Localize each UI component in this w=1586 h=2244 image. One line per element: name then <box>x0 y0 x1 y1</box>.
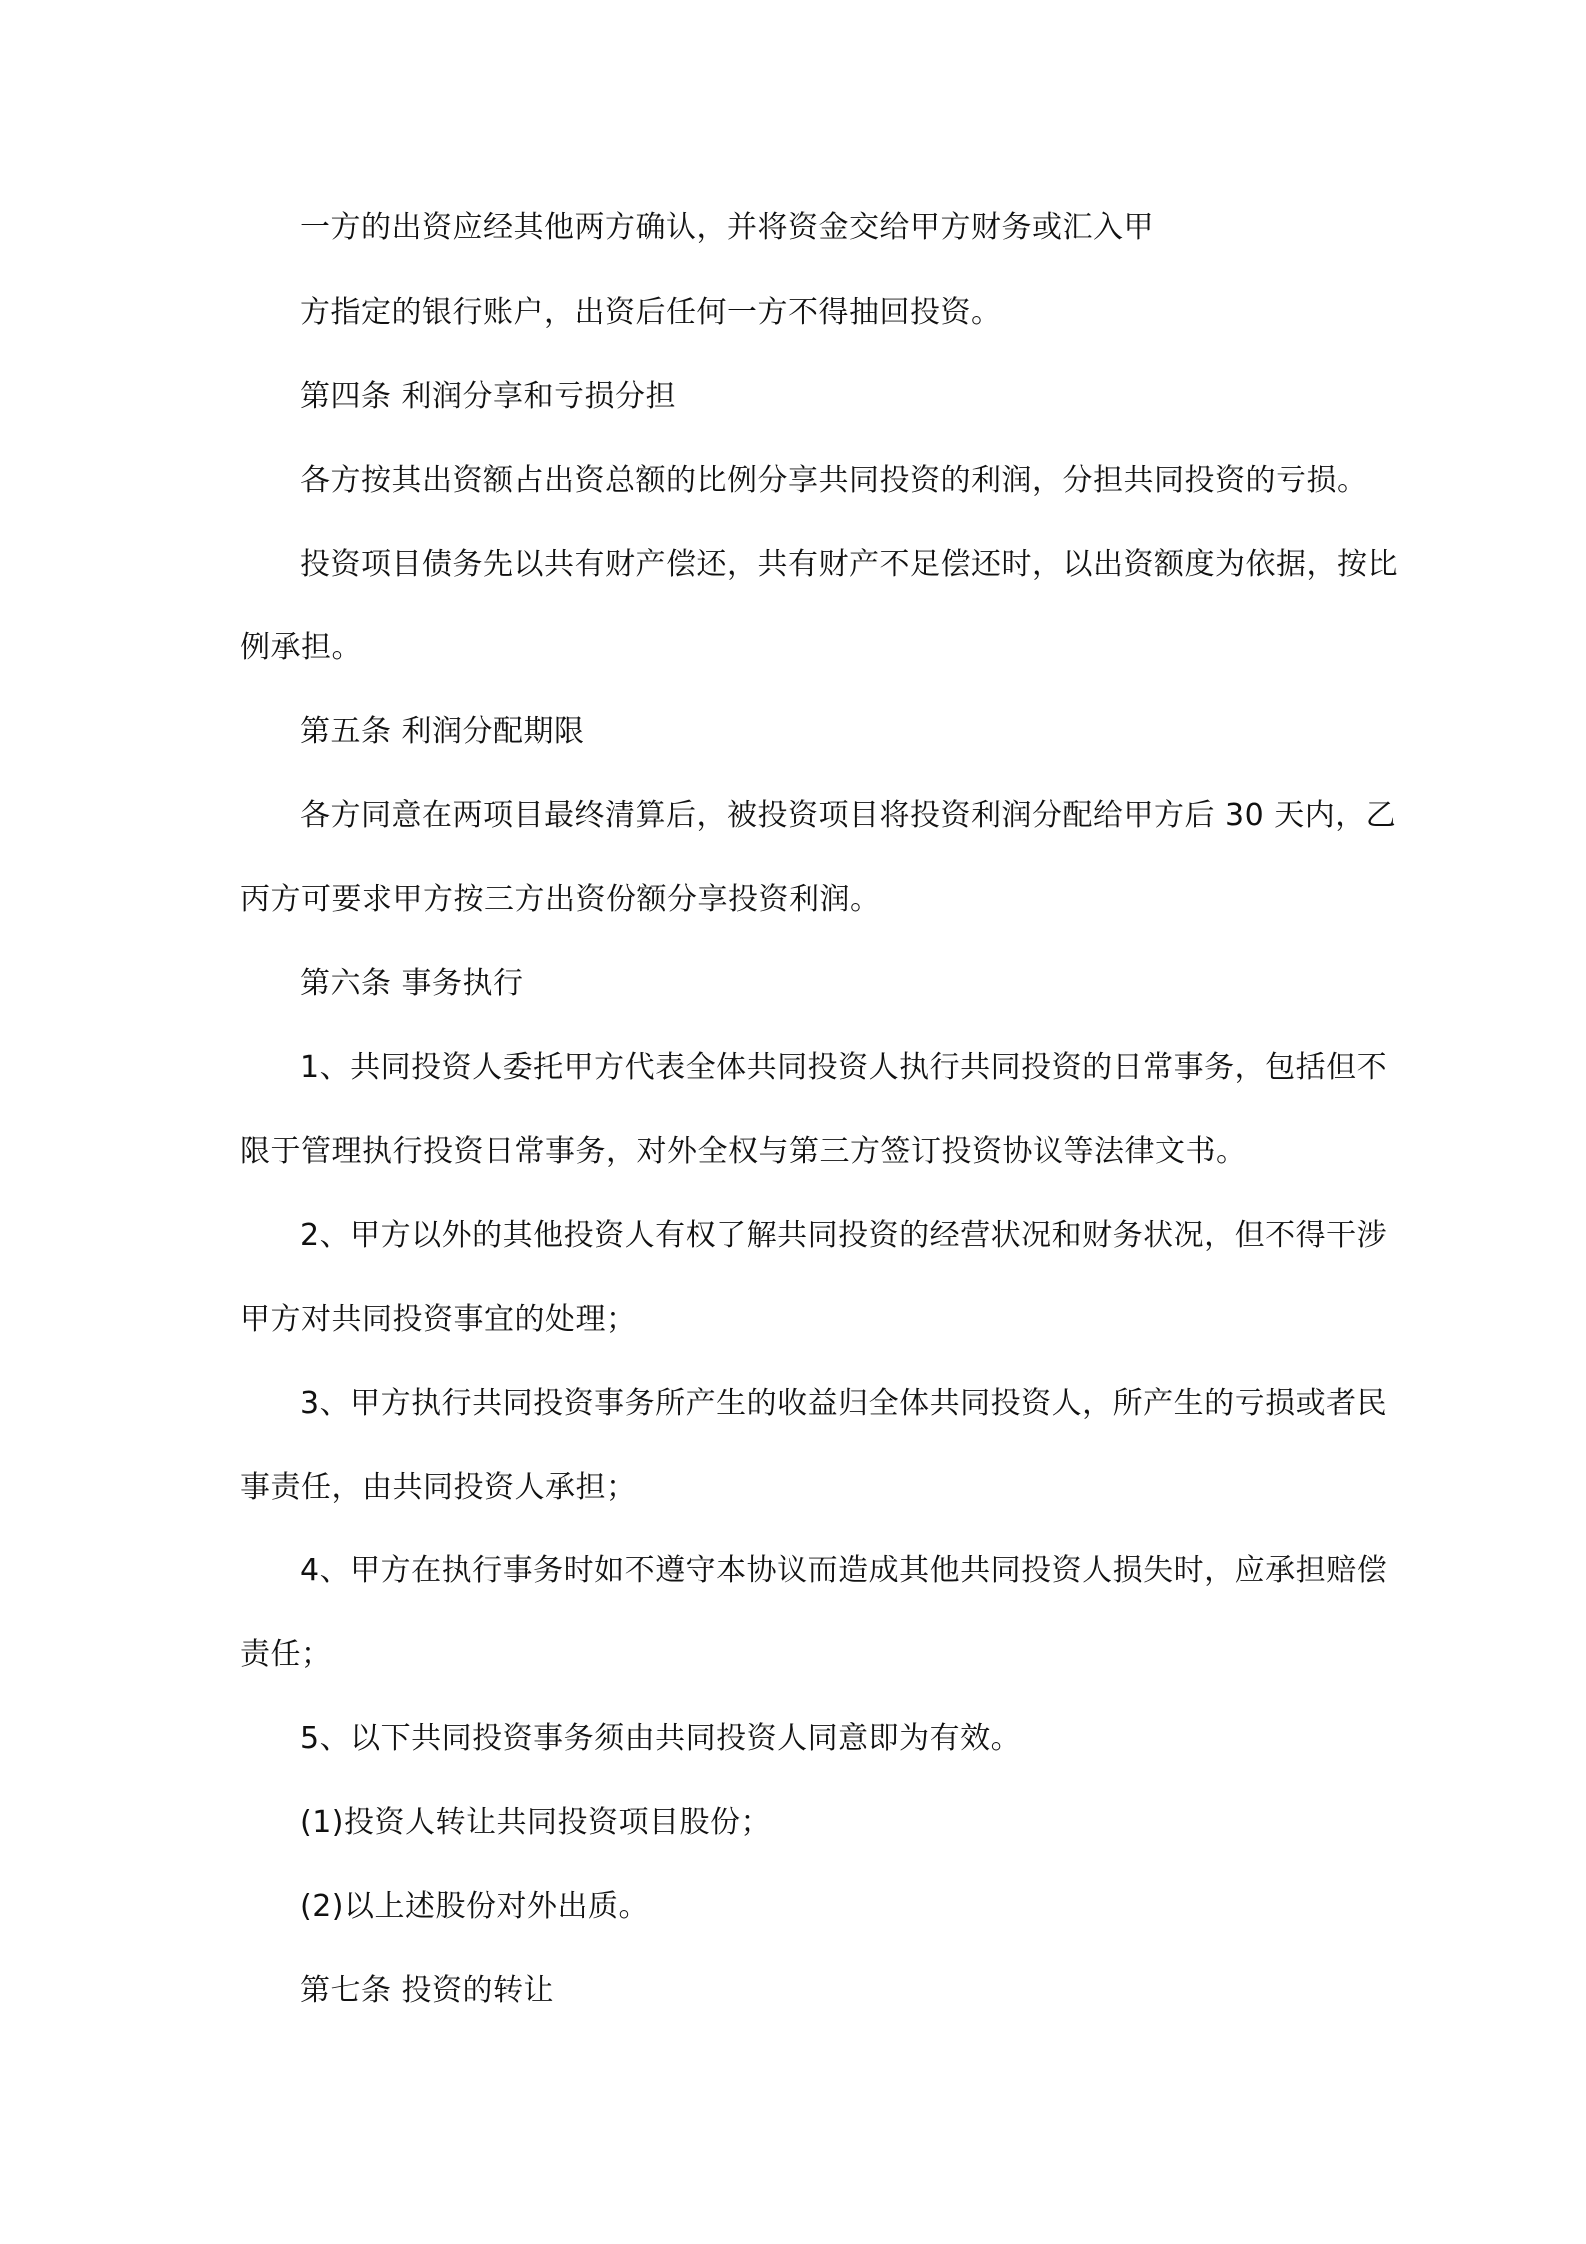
paragraph-line-7: 丙方可要求甲方按三方出资份额分享投资利润。 <box>240 882 881 917</box>
paragraph-line-8: 1、共同投资人委托甲方代表全体共同投资人执行共同投资的日常事务，包括但不 <box>300 1050 1388 1085</box>
paragraph-line-4: 投资项目债务先以共有财产偿还，共有财产不足偿还时，以出资额度为依据，按比 <box>300 547 1398 582</box>
paragraph-line-10: 2、甲方以外的其他投资人有权了解共同投资的经营状况和财务状况，但不得干涉 <box>300 1218 1388 1253</box>
section-heading-6: 第六条 事务执行 <box>300 966 524 1001</box>
paragraph-line-16: 5、以下共同投资事务须由共同投资人同意即为有效。 <box>300 1721 1022 1756</box>
paragraph-line-13: 事责任，由共同投资人承担； <box>240 1470 637 1505</box>
paragraph-line-5: 例承担。 <box>240 630 362 665</box>
list-item-2: (2)以上述股份对外出质。 <box>300 1889 649 1924</box>
paragraph-line-1: 一方的出资应经其他两方确认，并将资金交给甲方财务或汇入甲 <box>300 210 1154 245</box>
paragraph-line-14: 4、甲方在执行事务时如不遵守本协议而造成其他共同投资人损失时，应承担赔偿 <box>300 1553 1388 1588</box>
paragraph-line-2: 方指定的银行账户，出资后任何一方不得抽回投资。 <box>300 295 1002 330</box>
list-item-1: (1)投资人转让共同投资项目股份； <box>300 1805 771 1840</box>
paragraph-line-12: 3、甲方执行共同投资事务所产生的收益归全体共同投资人，所产生的亏损或者民 <box>300 1386 1388 1421</box>
paragraph-line-6: 各方同意在两项目最终清算后，被投资项目将投资利润分配给甲方后 30 天内，乙 <box>300 798 1397 833</box>
paragraph-line-3: 各方按其出资额占出资总额的比例分享共同投资的利润，分担共同投资的亏损。 <box>300 463 1368 498</box>
paragraph-line-15: 责任； <box>240 1637 332 1672</box>
section-heading-7: 第七条 投资的转让 <box>300 1973 555 2008</box>
paragraph-line-11: 甲方对共同投资事宜的处理； <box>240 1302 637 1337</box>
section-heading-4: 第四条 利润分享和亏损分担 <box>300 379 677 414</box>
section-heading-5: 第五条 利润分配期限 <box>300 714 585 749</box>
paragraph-line-9: 限于管理执行投资日常事务，对外全权与第三方签订投资协议等法律文书。 <box>240 1134 1247 1169</box>
